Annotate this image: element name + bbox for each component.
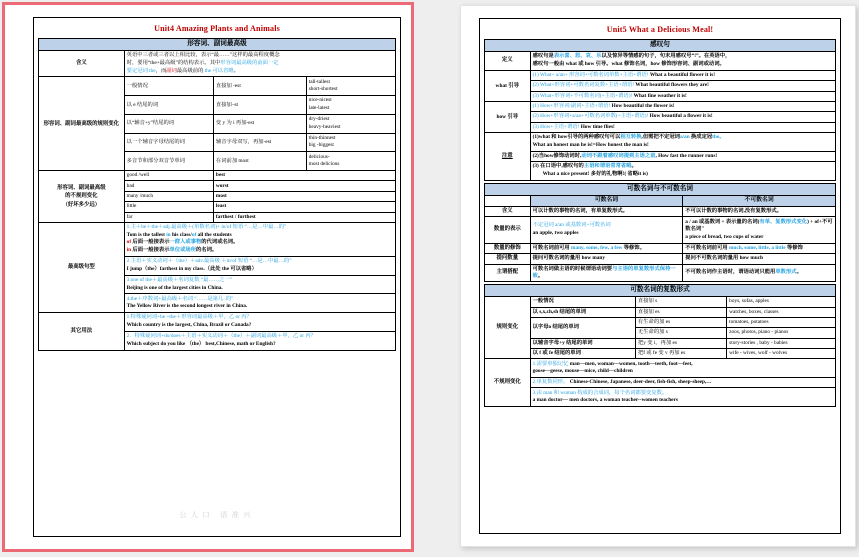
cell-plural-example: watches, boxes, classes	[727, 307, 836, 317]
cell-plural-example: story-stories , baby - babies	[727, 338, 836, 348]
cell-plural-case: 以 s,x,ch,sh 结尾的单词	[530, 307, 635, 317]
note3-a: (3) 在口语中,感叹句的	[532, 163, 584, 170]
countable-modifier-c: 等修饰。	[622, 244, 645, 251]
cell-countable-meaning: 可以计数的事物的名词，有单复数形式。	[530, 206, 683, 217]
cell-plural-example: wife - wives, wolf - wolves	[727, 348, 836, 358]
what-rule: (3) What+形容词+不可数名词(+主语+谓语)!	[532, 92, 633, 99]
cell-plural-example: boys, sofas, apples	[727, 297, 836, 307]
table-row	[485, 264, 836, 281]
uncountable-modifier-c: 等修饰	[785, 244, 803, 251]
row-label-noun-meaning: 含义	[485, 206, 531, 217]
banner-plural: 可数名词的复数形式	[485, 285, 836, 297]
pattern-ex-c: his class/	[170, 231, 192, 238]
pattern-ex-a: Tom is the tallest	[126, 231, 167, 238]
irregular-head: 3.由 man 和 woman 构成的合成词，每个名词都要变复数。	[532, 389, 668, 396]
page-watermark	[34, 510, 400, 520]
meaning-line-3d: 最高级前的	[176, 67, 205, 74]
table-row	[485, 162, 836, 181]
pattern-example: Beijing is one of the largest cities in China.	[126, 284, 223, 291]
notes-label-text: 注意	[501, 152, 513, 159]
table-row	[39, 77, 396, 96]
other-head: 1.特殊疑问词+be +the＋形容词最高级＋甲，乙 or 丙？	[126, 314, 252, 321]
cell-plural-case: 以字母o 结尾的单词	[530, 317, 635, 338]
cell-countable-quantity	[530, 217, 683, 243]
cell-base-form: bad	[124, 181, 213, 191]
uncountable-modifier-b: much, some, little, a little	[729, 244, 786, 251]
note3-c: 。	[631, 163, 637, 170]
table-row	[485, 132, 836, 151]
pattern-ex-d: of	[191, 231, 197, 238]
pattern-example: The Yellow River is the second longest river in China.	[126, 303, 248, 310]
cell-case: 多音节和部分双音节单词	[124, 152, 213, 171]
cell-examples	[306, 152, 395, 171]
irregular-head: 2.单复数同形。	[532, 379, 569, 386]
cell-examples	[306, 114, 395, 133]
countable-modifier-b: many, some, few, a few	[571, 244, 623, 251]
row-label-notes	[485, 132, 531, 180]
table-row	[485, 112, 836, 122]
cell-plural-example: tomatoes, potatoes	[727, 317, 836, 327]
cell-superlative-form: farthest / furthest	[213, 212, 395, 222]
cell-case: 以一个辅音字母结尾的词	[124, 133, 213, 152]
table-row	[485, 70, 836, 80]
table-row	[485, 388, 836, 407]
example-2: short-shortest	[308, 86, 338, 93]
cell-irregular-3	[530, 388, 835, 407]
how-rule: (3) How+主语+谓语!	[532, 123, 580, 130]
meaning-line-3f: 。	[233, 67, 239, 74]
meaning-line-3a: 要定冠词 the	[126, 67, 156, 74]
table-superlative	[38, 38, 396, 351]
other-example: Which subject do you like （the） best,Chinese, math or English?	[126, 340, 276, 347]
pattern-head: 2.主语＋实义动词＋（the）＋adv.最高级 ＋in/of 短语 “…是…中最…的”	[126, 258, 292, 265]
cell-irregular-1	[530, 359, 835, 378]
table-row	[485, 254, 836, 265]
row-label-plural-irregular: 不规则变化	[485, 359, 531, 407]
note1-d: a/an	[679, 134, 690, 141]
cell-examples	[306, 96, 395, 115]
cell-rule: 辅音字母双写，再加-est	[213, 133, 306, 152]
cell-rule: 直接加–st	[213, 96, 306, 115]
row-label-quantity-expression: 数量的表示	[485, 217, 531, 243]
row-label-other-usage: 其它用法	[39, 313, 125, 350]
row-label-definition: 定义	[485, 52, 531, 71]
cell-meaning-text	[124, 51, 395, 77]
example-1: delicious-	[308, 153, 330, 160]
row-label-ask-quantity: 提问数量	[485, 254, 531, 265]
cell-how-rule-3	[530, 122, 835, 132]
example-1: nice-nicest	[308, 97, 332, 104]
row-label-meaning: 含义	[39, 51, 125, 77]
col-header-uncountable: 不可数名词	[683, 195, 836, 206]
countable-agreement-c: 。	[537, 272, 544, 279]
example-2: most delicious	[308, 161, 340, 168]
table-row	[485, 206, 836, 217]
page-right-sheet	[479, 18, 841, 534]
cell-examples	[306, 77, 395, 96]
meaning-line-3b: ，而	[155, 67, 167, 74]
what-example: What fine weather it is!	[633, 92, 687, 99]
uncountable-agreement-b: 单数形式	[775, 269, 797, 276]
countable-quantity-example: an apple, two apples	[532, 230, 579, 237]
cell-what-rule-3	[530, 91, 835, 101]
cell-case: 以 e 结尾的词	[124, 96, 213, 115]
note1-f: the。	[712, 134, 725, 141]
definition-c: 以及惊异等情感的句子，句末用感叹号“!”。在英语中，	[601, 53, 731, 60]
irregular-line1: man—men, woman—women, tooth—teeth, foot—feet,	[568, 360, 693, 367]
how-example: How beautiful a flower it is!	[649, 113, 713, 120]
pattern-note1-a: of	[126, 239, 132, 246]
example-1: thin-thinnest	[308, 134, 336, 141]
page-title-unit4: Unit4 Amazing Plants and Animals	[154, 24, 280, 33]
cell-examples	[306, 133, 395, 152]
cell-base-form: little	[124, 202, 213, 212]
table-row	[39, 171, 396, 181]
cell-base-form: many /much	[124, 191, 213, 201]
cell-other-2	[124, 331, 395, 350]
how-example: How beautiful the flower is!	[611, 103, 675, 110]
cell-rule: 在词前加 most	[213, 152, 306, 171]
meaning-line-2b: 形容词最高级的前面一定	[220, 59, 279, 66]
uncountable-quantity-b: 有单、复数形式变化	[759, 218, 808, 225]
definition-b: 表示喜、怒、哀、乐	[553, 53, 602, 60]
table-row	[485, 243, 836, 254]
table-exclamatory	[484, 39, 836, 181]
cell-irregular-2	[530, 378, 835, 388]
irregular-label-line1: 形容词、副词最高级	[57, 185, 106, 192]
table-row	[485, 217, 836, 243]
table-row	[485, 307, 836, 317]
note1-b: 相互转换	[620, 134, 642, 141]
cell-case: 一般情况	[124, 77, 213, 96]
example-2: big -biggest	[308, 142, 334, 149]
page-title-unit5: Unit5 What a Delicious Meal!	[606, 25, 714, 34]
cell-case: 以“辅音+y”结尾的词	[124, 114, 213, 133]
cell-base-form: good /well	[124, 171, 213, 181]
table-row	[485, 151, 836, 161]
cell-note-1	[530, 132, 835, 151]
row-label-plural-regular: 规则变化	[485, 297, 531, 359]
cell-what-rule-2	[530, 81, 835, 91]
cell-base-form: far	[124, 212, 213, 222]
cell-plural-rule: 直接加 s	[635, 297, 726, 307]
pattern-note1-d: 的代词或名词。	[201, 239, 239, 246]
cell-superlative-form: most	[213, 191, 395, 201]
how-example: How time flies!	[580, 123, 615, 130]
cell-countable-modifier	[530, 243, 683, 254]
row-label-how: how 引导	[485, 101, 531, 132]
meaning-line-2a: 时，要用“the+最高级”的结构表示。其中	[126, 59, 221, 66]
page-left[interactable]	[2, 2, 414, 552]
table-row	[485, 378, 836, 388]
cell-how-rule-2	[530, 112, 835, 122]
uncountable-agreement-a: 不可数名词作主语时，谓语动词只能用	[685, 269, 776, 276]
cell-countable-ask: 提问可数名词的量用 how many	[530, 254, 683, 265]
row-label-quantity-modifier: 数量的修饰	[485, 243, 531, 254]
banner-superlative: 形容词、副词最高级	[39, 39, 396, 51]
cell-plural-case: 以 f 或 fe 结尾的单词	[530, 348, 635, 358]
table-row	[485, 91, 836, 101]
cell-superlative-form: least	[213, 202, 395, 212]
cell-uncountable-quantity	[683, 217, 836, 243]
table-row	[39, 313, 396, 332]
note2-a: (2)当how修饰动词时,	[532, 152, 582, 159]
other-head: 2．特殊疑问词+do/does＋主语＋实义动词＋（the）＋副词最高级＋甲，乙 or 丙？	[126, 332, 316, 339]
how-rule: (1) How+形容词/副词+主语+谓语!	[532, 103, 611, 110]
pattern-note2-c: 单位或场所	[169, 247, 196, 254]
note3-sub: What a nice present! 多好的礼物啊!( 省略it is)	[542, 170, 648, 177]
countable-agreement-a: 可数名词做主语的时候谓语动词要	[532, 265, 613, 272]
cell-what-rule-1	[530, 70, 835, 80]
irregular-label-line2: 的不规则变化	[65, 193, 98, 200]
pattern-head: 3.one of the＋最高级＋名词复数 “最……之一”	[126, 276, 233, 283]
note1-sub: What an honest man he is!=How honest the man is!	[532, 141, 649, 148]
cell-definition	[530, 52, 835, 71]
countable-modifier-a: 可数名词前可用	[532, 244, 572, 251]
cell-plural-case: 一般情况	[530, 297, 635, 307]
uncountable-quantity-a: a / an 或基数词 + 表示量的名词(	[685, 218, 760, 225]
table-row	[39, 222, 396, 256]
cell-plural-case: 以辅音字母+y 结尾的单词	[530, 338, 635, 348]
pattern-note1-c: 一群人或事物	[169, 239, 202, 246]
what-rule: (2) What+形容词+可数名词复数+主语+谓语!	[532, 82, 635, 89]
what-example: What a beautiful flower it is!	[649, 71, 715, 78]
cell-uncountable-modifier	[683, 243, 836, 254]
example-2: heavy-heaviest	[308, 123, 341, 130]
countable-agreement-b: 与主语的单复数形式保持一致	[532, 265, 676, 279]
pattern-head: 1.主＋be＋the＋adj.最高级＋(单数名词)+ in/of 短语 “…是…中最…的”	[126, 224, 287, 231]
table-row	[39, 51, 396, 77]
uncountable-agreement-c: 。	[796, 269, 802, 276]
table-row	[39, 39, 396, 51]
row-label-subject-verb: 主谓搭配	[485, 264, 531, 281]
cell-superlative-form: worst	[213, 181, 395, 191]
note1-e: 换成定冠	[689, 134, 713, 141]
cell-superlative-form: best	[213, 171, 395, 181]
pattern-ex-b: in	[166, 231, 171, 238]
table-countable-nouns	[484, 183, 836, 282]
meaning-line-3c: 副词	[166, 67, 177, 74]
watermark-text: 公人口 语准兴	[179, 512, 255, 519]
cell-how-rule-1	[530, 101, 835, 111]
definition-d: 感叹句一般由 what 或 how 引导。what 修饰名词，how 修饰形容词、副词或动词。	[532, 60, 725, 67]
cell-note-2	[530, 151, 835, 161]
cell-plural-rule: 有生命的加 es	[635, 317, 726, 327]
meaning-line-3e: the 可以省略	[204, 67, 234, 74]
banner-countable: 可数名词与不可数名词	[485, 183, 836, 195]
page-left-sheet	[33, 17, 401, 537]
uncountable-quantity-c: ) + of+不可数名词"	[685, 218, 833, 233]
table-row	[485, 338, 836, 348]
irregular-line2: goose—geese, mouse—mice, child—children	[532, 368, 633, 375]
col-header-countable: 可数名词	[530, 195, 683, 206]
how-rule: (2) How+形容词+a/an+可数名词单数(+主语+谓语)!	[532, 113, 649, 120]
pattern-note2-d: 的名词。	[196, 247, 218, 254]
what-example: What beautiful flowers they are!	[635, 82, 709, 89]
cell-pattern-2	[124, 256, 395, 275]
cell-pattern-1	[124, 222, 395, 256]
table-row	[485, 285, 836, 297]
uncountable-quantity-d: a piece of bread, two cups of water	[685, 233, 764, 240]
example-1: dry-driest	[308, 116, 330, 123]
irregular-line1: a man doctor— men doctors, a woman teacher--women teachers	[532, 397, 678, 404]
row-label-irregular-change	[39, 171, 125, 223]
irregular-label-line3: （好坏多少远）	[62, 201, 101, 208]
pattern-note2-a: in	[126, 247, 132, 254]
note2-c: , How fast the runner runs!	[655, 152, 718, 159]
table-row	[485, 52, 836, 71]
irregular-line1: Chinese-Chinese, Japanese, deer-deer, fish-fish, sheep-sheep,…	[568, 379, 712, 386]
page-right[interactable]	[460, 5, 856, 547]
cell-plural-rule: 无生命的加 s	[635, 328, 726, 338]
uncountable-modifier-a: 不可数名词前可用	[685, 244, 729, 251]
row-label-what: what 引导	[485, 70, 531, 101]
pattern-example: I jump（the）farthest in my class.（此处 the 可以省略）	[126, 265, 257, 272]
cell-pattern-4	[124, 294, 395, 313]
pattern-ex-e: all the students	[196, 231, 232, 238]
example-2: late-latest	[308, 105, 330, 112]
table-row	[485, 183, 836, 195]
cell-countable-agreement	[530, 264, 683, 281]
cell-plural-rule: 把f 或 fe 变 v 再加 es	[635, 348, 726, 358]
banner-exclamatory: 感叹句	[485, 40, 836, 52]
pattern-head: 4.the＋序数词+最高级＋名词 “……是第几..的”	[126, 295, 234, 302]
table-row	[485, 348, 836, 358]
table-row	[485, 40, 836, 52]
table-row	[485, 81, 836, 91]
cell-plural-rule: 直接加 es	[635, 307, 726, 317]
cell-uncountable-ask: 提问不可数名词的量用 how much	[683, 254, 836, 265]
cell-note-3	[530, 162, 835, 181]
note3-b: 主语和谓语常常省略	[583, 163, 632, 170]
what-rule: (1) What+ a/an+ 形容词+可数名词单数+主语+谓语!	[532, 71, 649, 78]
other-example: Which country is the largest, China, Brazil or Canada?	[126, 321, 252, 328]
definition-a: 感叹句是	[532, 53, 554, 60]
irregular-head: 1.需要单独记忆	[532, 360, 569, 367]
cell-uncountable-meaning: 不可以计数的事物的名词,没有复数形式。	[683, 206, 836, 217]
note1-c: ,但需把不定冠词	[641, 134, 680, 141]
example-1: tall-tallest	[308, 78, 330, 85]
cell-plural-example: zoos, photos, piano - pianos	[727, 328, 836, 338]
row-label-sentence-pattern: 最高级句型	[39, 222, 125, 312]
table-row	[485, 317, 836, 327]
cell-other-1	[124, 313, 395, 332]
cell-rule: 直接加 -est	[213, 77, 306, 96]
table-row	[485, 195, 836, 206]
meaning-line-1: 英语中三者或三者以上相比较，表示“最……”这样的最高程度概念	[126, 52, 280, 59]
table-row	[485, 122, 836, 132]
cell-pattern-3	[124, 275, 395, 294]
table-row	[485, 359, 836, 378]
cell-rule: 变 y 为 i 再加-est	[213, 114, 306, 133]
cell-plural-rule: 把y 变 i，再加 es	[635, 338, 726, 348]
note1-a: (1)what 和 how引导的两种感叹句可以	[532, 134, 621, 141]
pattern-note1-b: 后面一般接表示	[131, 239, 170, 246]
cell-empty-corner	[485, 195, 531, 206]
countable-quantity-rule: 不定冠词 a/an 或基数词+可数名词	[532, 222, 611, 229]
table-plural-forms	[484, 284, 836, 407]
table-row	[485, 297, 836, 307]
row-label-regular-change: 形容词、副词最高级的规则变化	[39, 77, 125, 171]
pattern-note2-b: 后面一般接表示	[131, 247, 170, 254]
table-row	[485, 101, 836, 111]
note2-b: 动词不跟着感叹词提到主语之前	[581, 152, 656, 159]
cell-uncountable-agreement	[683, 264, 836, 281]
